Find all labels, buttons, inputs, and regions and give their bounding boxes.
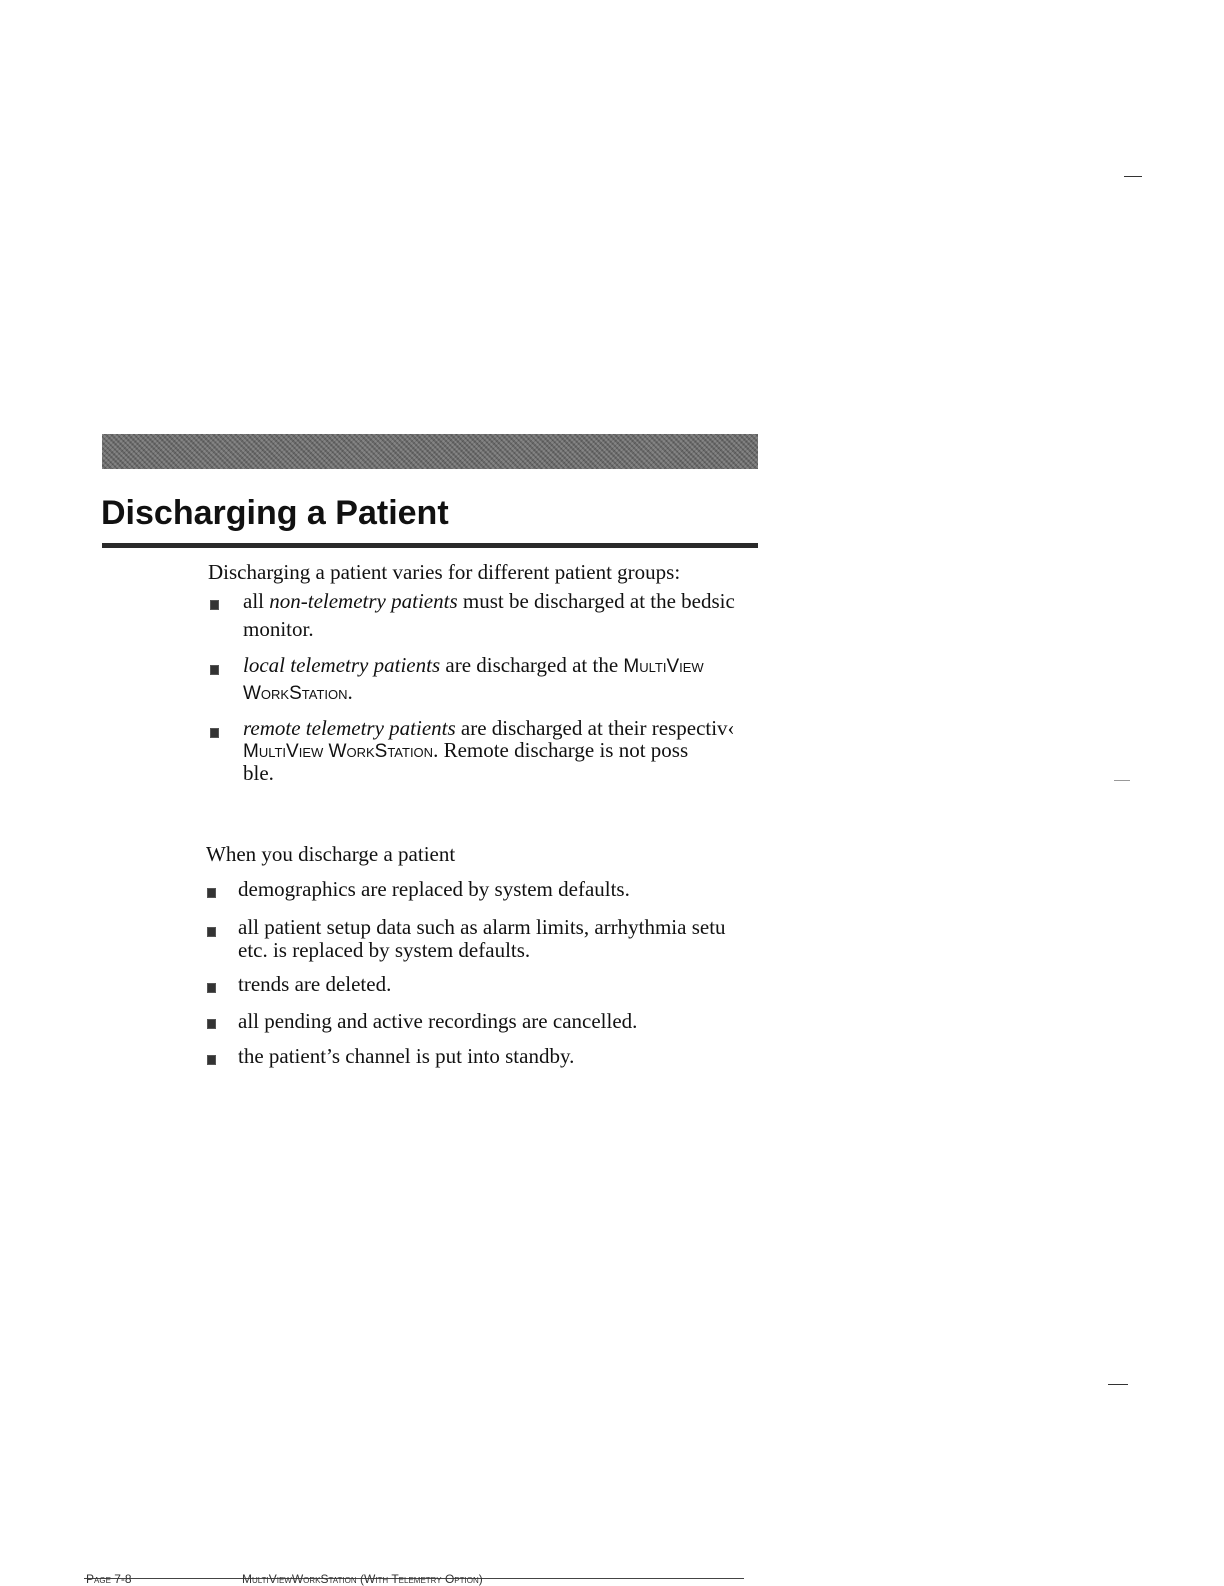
list-item-local-telemetry: local telemetry patients are discharged at the MultiView <box>243 653 704 677</box>
list-bullet <box>210 662 219 680</box>
margin-mark <box>1124 176 1142 177</box>
term-non-telemetry: non-telemetry patients <box>269 589 458 613</box>
effect-item: trends are deleted. <box>238 972 392 996</box>
list-item-continuation: MultiView WorkStation. Remote discharge is not poss <box>243 738 689 762</box>
effect-item: the patient’s channel is put into standby. <box>238 1044 575 1068</box>
margin-mark <box>1114 780 1130 781</box>
page-title: Discharging a Patient <box>101 494 449 532</box>
discharge-intro: When you discharge a patient <box>206 842 456 866</box>
term-remote-telemetry: remote telemetry patients <box>243 716 456 740</box>
term-local-telemetry: local telemetry patients <box>243 653 441 677</box>
effect-item-continuation: etc. is replaced by system defaults. <box>238 938 531 962</box>
list-bullet <box>207 1016 216 1034</box>
list-bullet <box>207 924 216 942</box>
margin-mark <box>1108 1384 1128 1385</box>
effect-item: all pending and active recordings are cancelled. <box>238 1009 638 1033</box>
list-item-continuation: WorkStation. <box>243 680 353 704</box>
title-underline <box>102 543 758 548</box>
footer-page-number: Page 7-8 <box>86 1572 132 1586</box>
list-item-non-telemetry: all non-telemetry patients must be discharged at the bedsic <box>243 589 735 613</box>
list-item-continuation: ble. <box>243 761 274 785</box>
section-banner <box>102 434 758 469</box>
footer-document-title: MultiViewWorkStation (With Telemetry Option) <box>242 1572 483 1586</box>
list-bullet <box>207 885 216 903</box>
intro-text: Discharging a patient varies for different patient groups: <box>208 560 681 584</box>
list-bullet <box>207 1052 216 1070</box>
list-bullet <box>207 980 216 998</box>
effect-item: all patient setup data such as alarm limits, arrhythmia setu <box>238 915 726 939</box>
effect-item: demographics are replaced by system defaults. <box>238 877 630 901</box>
list-item-continuation: monitor. <box>243 617 314 641</box>
list-bullet <box>210 597 219 615</box>
list-item-remote-telemetry: remote telemetry patients are discharged at their respectiv‹ <box>243 716 735 740</box>
list-bullet <box>210 725 219 743</box>
